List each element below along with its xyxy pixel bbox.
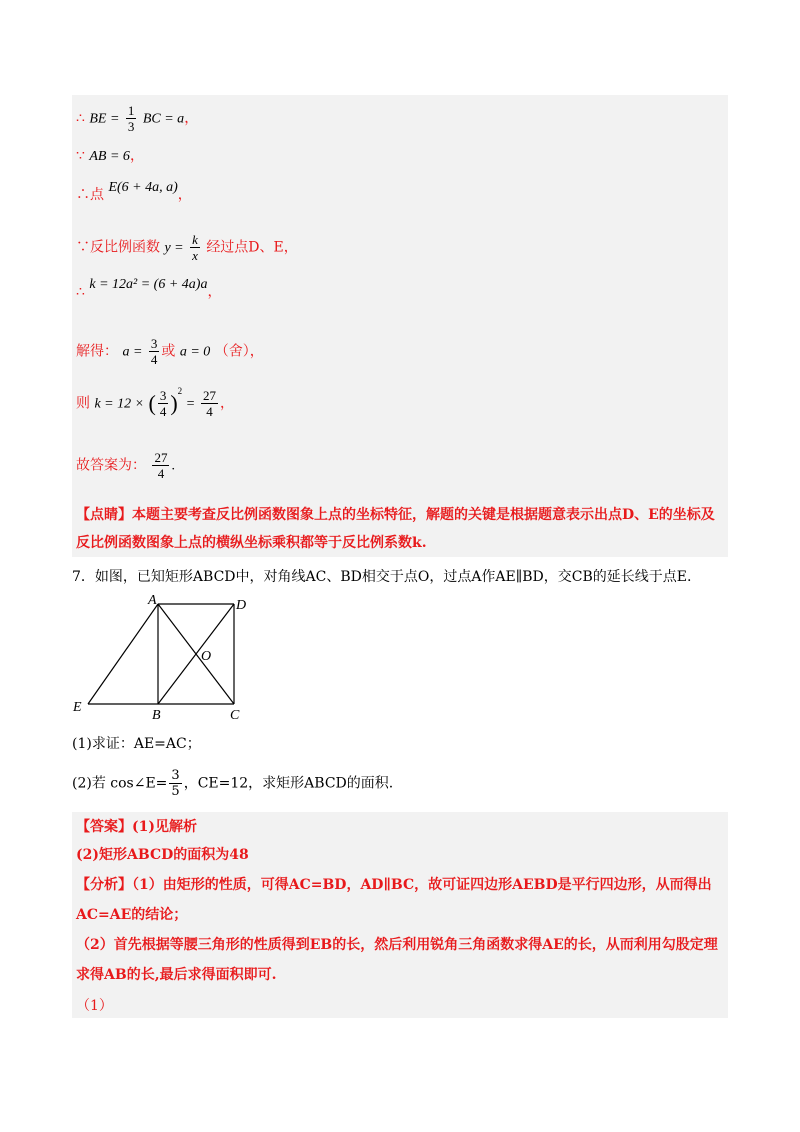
- solution-line-5: ∴ k = 12a² = (6 + 4a)a，: [76, 277, 222, 300]
- label-O: O: [201, 649, 212, 664]
- comment-line-2: 反比例函数图象上点的横纵坐标乘积都等于反比例系数k.: [76, 535, 427, 551]
- label-C: C: [230, 708, 240, 722]
- solution-line-2: ∵ AB = 6，: [76, 148, 144, 164]
- rectangle-figure: [70, 592, 270, 722]
- fraction-three-quarters-squared: $\frac{3}{4}$: [159, 388, 167, 419]
- fraction-one-third: $\frac{1}{3}$: [127, 103, 135, 134]
- label-B: B: [152, 708, 161, 722]
- fraction-27-over-4: $\frac{27}{4}$: [202, 388, 216, 419]
- comment-line-1: 【点睛】本题主要考查反比例函数图象上点的坐标特征，解题的关键是根据题意表示出点D、E的坐标及: [76, 507, 715, 523]
- answer-line-1: 【答案】(1)见解析: [76, 819, 197, 835]
- question-part-1: (1)求证：AE=AC；: [72, 736, 201, 752]
- answer-line-2: (2)矩形ABCD的面积为48: [76, 847, 249, 863]
- question-part-2: (2)若 cos∠E= $\frac{3}{5}$ ，CE=12，求矩形ABCD的面积.: [72, 768, 394, 799]
- segment-AE: [88, 604, 158, 704]
- fraction-answer-27-over-4: $\frac{27}{4}$: [154, 450, 168, 481]
- analysis-line-2: AC=AE的结论；: [76, 907, 188, 923]
- analysis-line-3: （2）首先根据等腰三角形的性质得到EB的长，然后利用锐角三角函数求得AE的长，从而利用勾股定理: [76, 937, 718, 953]
- analysis-line-5: （1）: [76, 998, 113, 1014]
- solution-block: [72, 95, 728, 557]
- fraction-three-quarters: $\frac{3}{4}$: [150, 336, 158, 367]
- label-A: A: [148, 593, 157, 608]
- question-stem: 7．如图，已知矩形ABCD中，对角线AC、BD相交于点O，过点A作AE∥BD，交CB的延长线于点E.: [72, 569, 692, 585]
- label-E: E: [73, 700, 82, 715]
- solution-line-7: 则 k = 12 × ( $\frac{3}{4}$ )$^2$ = $\frac{27}{4}$ ，: [76, 385, 234, 419]
- solution-line-4: ∵反比例函数 y = $\frac{k}{x}$ 经过点D、E，: [76, 232, 298, 263]
- label-D: D: [236, 598, 247, 613]
- analysis-line-1: 【分析】（1）由矩形的性质，可得AC=BD，AD∥BC，故可证四边形AEBD是平行四边形，从而得出: [76, 877, 712, 893]
- fraction-three-fifths: $\frac{3}{5}$: [171, 768, 180, 799]
- solution-line-1: ∴ BE = $\frac{1}{3}$ BC = a，: [76, 103, 199, 134]
- fraction-k-over-x: $\frac{k}{x}$: [192, 232, 198, 263]
- solution-line-3: ∴点 E(6 + 4a, a)，: [76, 180, 192, 203]
- solution-line-6: 解得： a = $\frac{3}{4}$ 或 a = 0 （舍），: [76, 336, 264, 367]
- analysis-line-4: 求得AB的长,最后求得面积即可.: [76, 967, 277, 983]
- solution-line-8: 故答案为： $\frac{27}{4}$ .: [76, 450, 175, 481]
